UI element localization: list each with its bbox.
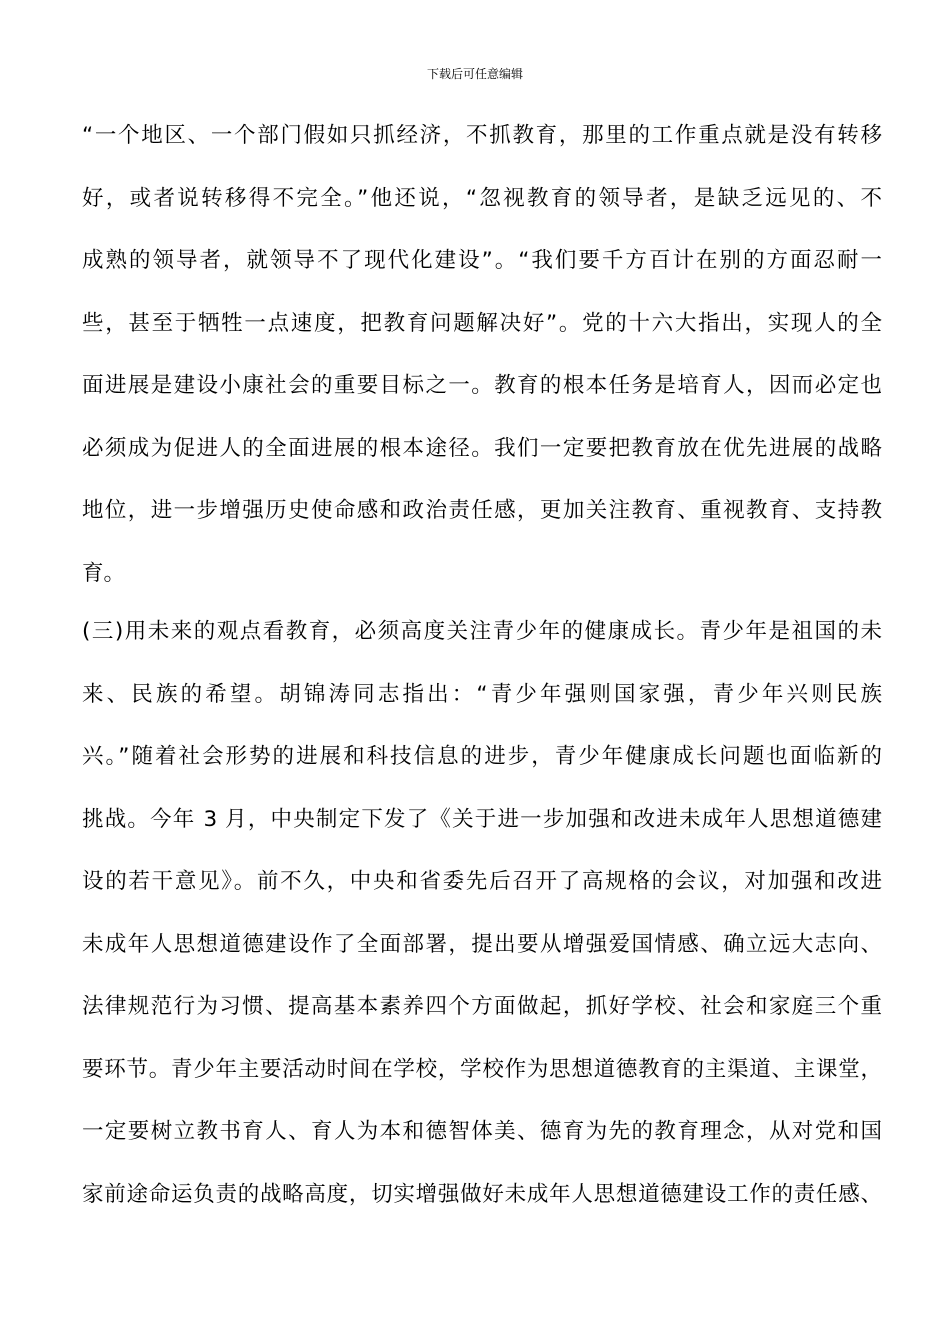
text-line: 家前途命运负责的战略高度，切实增强做好未成年人思想道德建设工作的责任感、 [82,1182,882,1207]
text-line: 挑战。今年 3 月，中央制定下发了《关于进一步加强和改进未成年人思想道德建 [82,807,882,832]
text-line: 来、民族的希望。胡锦涛同志指出：“青少年强则国家强，青少年兴则民族 [82,682,882,707]
text-line: 未成年人思想道德建设作了全面部署，提出要从增强爱国情感、确立远大志向、 [82,932,882,957]
text-line: 要环节。青少年主要活动时间在学校，学校作为思想道德教育的主渠道、主课堂， [82,1057,882,1082]
text-line: 设的若干意见》。前不久，中央和省委先后召开了高规格的会议，对加强和改进 [82,869,882,894]
text-line: 成熟的领导者，就领导不了现代化建设”。“我们要千方百计在别的方面忍耐一 [82,248,882,273]
page-header: 下载后可任意编辑 [426,67,523,81]
text-line: 育。 [82,561,126,586]
text-line: 些，甚至于牺牲一点速度，把教育问题解决好”。党的十六大指出，实现人的全 [82,311,882,336]
text-line: 必须成为促进人的全面进展的根本途径。我们一定要把教育放在优先进展的战略 [82,436,882,461]
text-line: 好，或者说转移得不完全。”他还说，“忽视教育的领导者，是缺乏远见的、不 [82,186,882,211]
text-line: 法律规范行为习惯、提高基本素养四个方面做起，抓好学校、社会和家庭三个重 [82,994,882,1019]
text-line: 兴。”随着社会形势的进展和科技信息的进步，青少年健康成长问题也面临新的 [82,744,882,769]
text-line: 面进展是建设小康社会的重要目标之一。教育的根本任务是培育人，因而必定也 [82,373,882,398]
text-line: 一定要树立教书育人、育人为本和德智体美、德育为先的教育理念，从对党和国 [82,1119,882,1144]
text-line: 地位，进一步增强历史使命感和政治责任感，更加关注教育、重视教育、支持教 [82,498,882,523]
text-line: (三)用未来的观点看教育，必须高度关注青少年的健康成长。青少年是祖国的未 [82,619,882,644]
text-line: “一个地区、一个部门假如只抓经济，不抓教育，那里的工作重点就是没有转移 [82,123,882,148]
